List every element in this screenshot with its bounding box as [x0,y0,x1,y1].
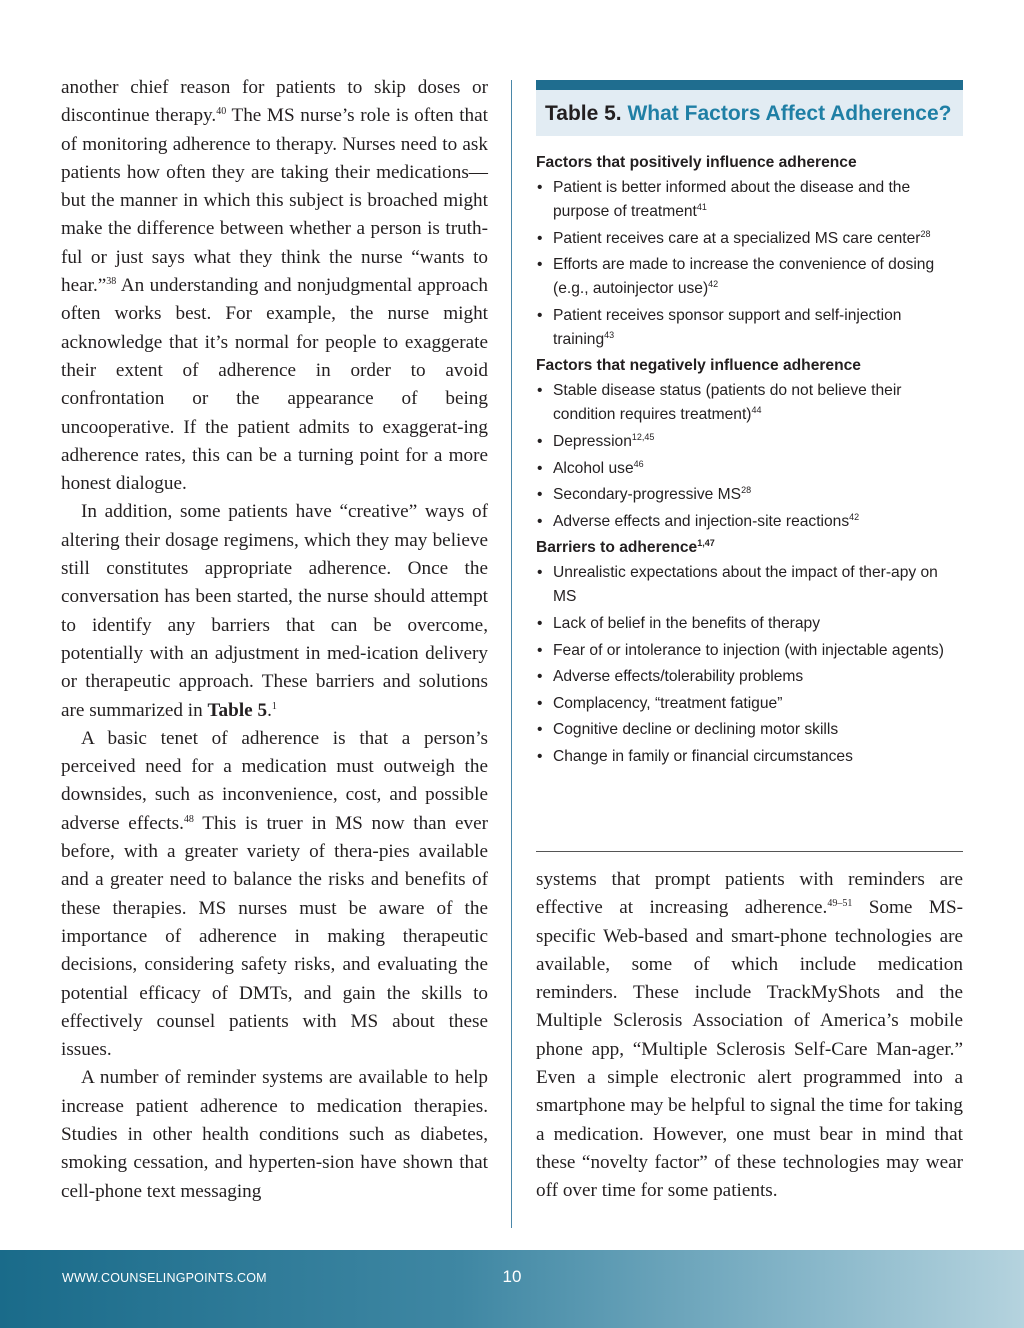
citation-sup: 40 [216,106,227,118]
citation-sup: 43 [604,329,615,340]
list-item: • Complacency, “treatment fatigue” [536,692,963,716]
table-bullet-list [536,561,963,769]
citation-sup: 1 [271,700,277,712]
list-item: • Alcohol use$^{46}$ [536,457,963,481]
right-column [536,866,963,1206]
paragraph-5: systems that prompt patients with reminders are effective at increasing adherence.$^{49-51}$ Some MS-specific Web-based and smart-phone technologies are available, some of which include medication reminders. These include TrackMyShots and the Multiple Sclerosis Association of America’s mobile phone app, “Multiple Sclerosis Self-Care Man-ager.” Even a simple electronic alert programmed into a smartphone may be helpful to signal the time for taking a medication. However, one must bear in mind that these “novelty factor” of these technologies may wear off over time for some patients. [536,869,964,1202]
table-number: Table 5. [545,102,622,125]
list-item: • Fear of or intolerance to injection (with injectable agents) [536,639,963,663]
list-item: • Depression$^{12,45}$ [536,430,963,454]
paragraph-4: A number of reminder systems are available to help increase patient adherence to medication therapies. Studies in other health conditions such as diabetes, smoking cessation, and hyperten-sion have shown that cell-phone text messaging [61,1067,488,1202]
paragraph-3: A basic tenet of adherence is that a person’s perceived need for a medication must outweigh the downsides, such as inconvenience, cost, and possible adverse effects.$^{48}$ This is truer in MS now than ever before, with a greater variety of thera-pies available and a greater need to balance the risks and benefits of these therapies. MS nurses must be aware of the importance of adherence in making therapeutic decisions, considering safety risks, and evaluating the potential efficacy of DMTs, and gain the skills to effectively counsel patients with MS about these issues. [61,727,488,1061]
table-section-heading: Factors that positively influence adherence [536,154,857,171]
citation-sup: 28 [920,228,931,239]
list-item: • Efforts are made to increase the convenience of dosing (e.g., autoinjector use)$^{42}$ [536,253,963,301]
citation-sup: 38 [106,276,117,288]
list-item: • Secondary-progressive MS$^{28}$ [536,483,963,507]
list-item: • Adverse effects and injection-site reactions$^{42}$ [536,510,963,534]
page-footer [0,1250,1024,1328]
table-section-heading: Factors that negatively influence adherence [536,357,861,375]
list-item: • Stable disease status (patients do not believe their condition requires treatment)$^{44}$ [536,379,963,427]
list-item: • Patient receives care at a specialized MS care center$^{28}$ [536,227,963,251]
column-divider [511,80,512,1228]
table-header [536,90,963,136]
citation-sup: 12,45 [631,431,655,442]
citation-sup: 28 [741,485,752,496]
citation-sup: 49–51 [827,898,853,910]
table-body [536,151,963,769]
table-bottom-rule [536,851,963,852]
left-column [61,74,488,1206]
citation-sup: 41 [696,202,707,212]
list-item: • Patient receives sponsor support and self-injection training$^{43}$ [536,304,963,352]
list-item: • Cognitive decline or declining motor skills [536,718,963,742]
table-bullet-list [536,379,963,533]
citation-sup: 42 [849,511,860,522]
paragraph-1: another chief reason for patients to skip doses or discontinue therapy.$^{40}$ The MS nurse’s role is often that of monitoring adherence to therapy. Nurses need to ask patients how often they are taking their medications—but the manner in which this subject is broached might make the difference between whether a person is truth-ful or just says what they think the nurse “wants to hear.”$^{38}$ An understanding and nonjudgmental approach often works best. For example, the nurse might acknowledge that it’s normal for people to exaggerate their extent of adherence in order to avoid confrontation or the appearance of being uncooperative. If the patient admits to exaggerat-ing adherence rates, this can be a turning point for a more honest dialogue. [61,77,489,495]
table-top-bar [536,80,963,90]
list-item: • Change in family or financial circumstances [536,745,963,769]
citation-sup: 48 [183,813,194,825]
page-number: 10 [502,1267,522,1286]
table-reference: Table 5 [207,699,268,721]
citation-sup: 46 [633,458,644,469]
table-section-heading: Barriers to adherence$^{1,47}$ [536,538,715,557]
citation-sup: 44 [751,405,762,416]
table-bullet-list [536,176,963,352]
list-item: • Adverse effects/tolerability problems [536,665,963,689]
citation-sup: 42 [708,279,719,290]
paragraph-2: In addition, some patients have “creative” ways of altering their dosage regimens, which they may believe still constitutes appropriate adherence. Once the conversation has been started, the nurse should attempt to identify any barriers that can be overcome, potentially with an adjustment in med-ication delivery or therapeutic approach. These barriers and solutions are summarized in Table 5.$^1$ [61,501,488,721]
citation-sup: 1,47 [697,538,715,549]
list-item: • Patient is better informed about the disease and the purpose of treatment$^{41}$ [536,176,963,224]
table-title: What Factors Affect Adherence? [627,102,952,125]
list-item: • Unrealistic expectations about the impact of ther-apy on MS [536,561,963,609]
list-item: • Lack of belief in the benefits of therapy [536,612,963,636]
footer-url[interactable]: WWW.COUNSELINGPOINTS.COM [62,1271,267,1285]
table-5 [536,80,963,772]
